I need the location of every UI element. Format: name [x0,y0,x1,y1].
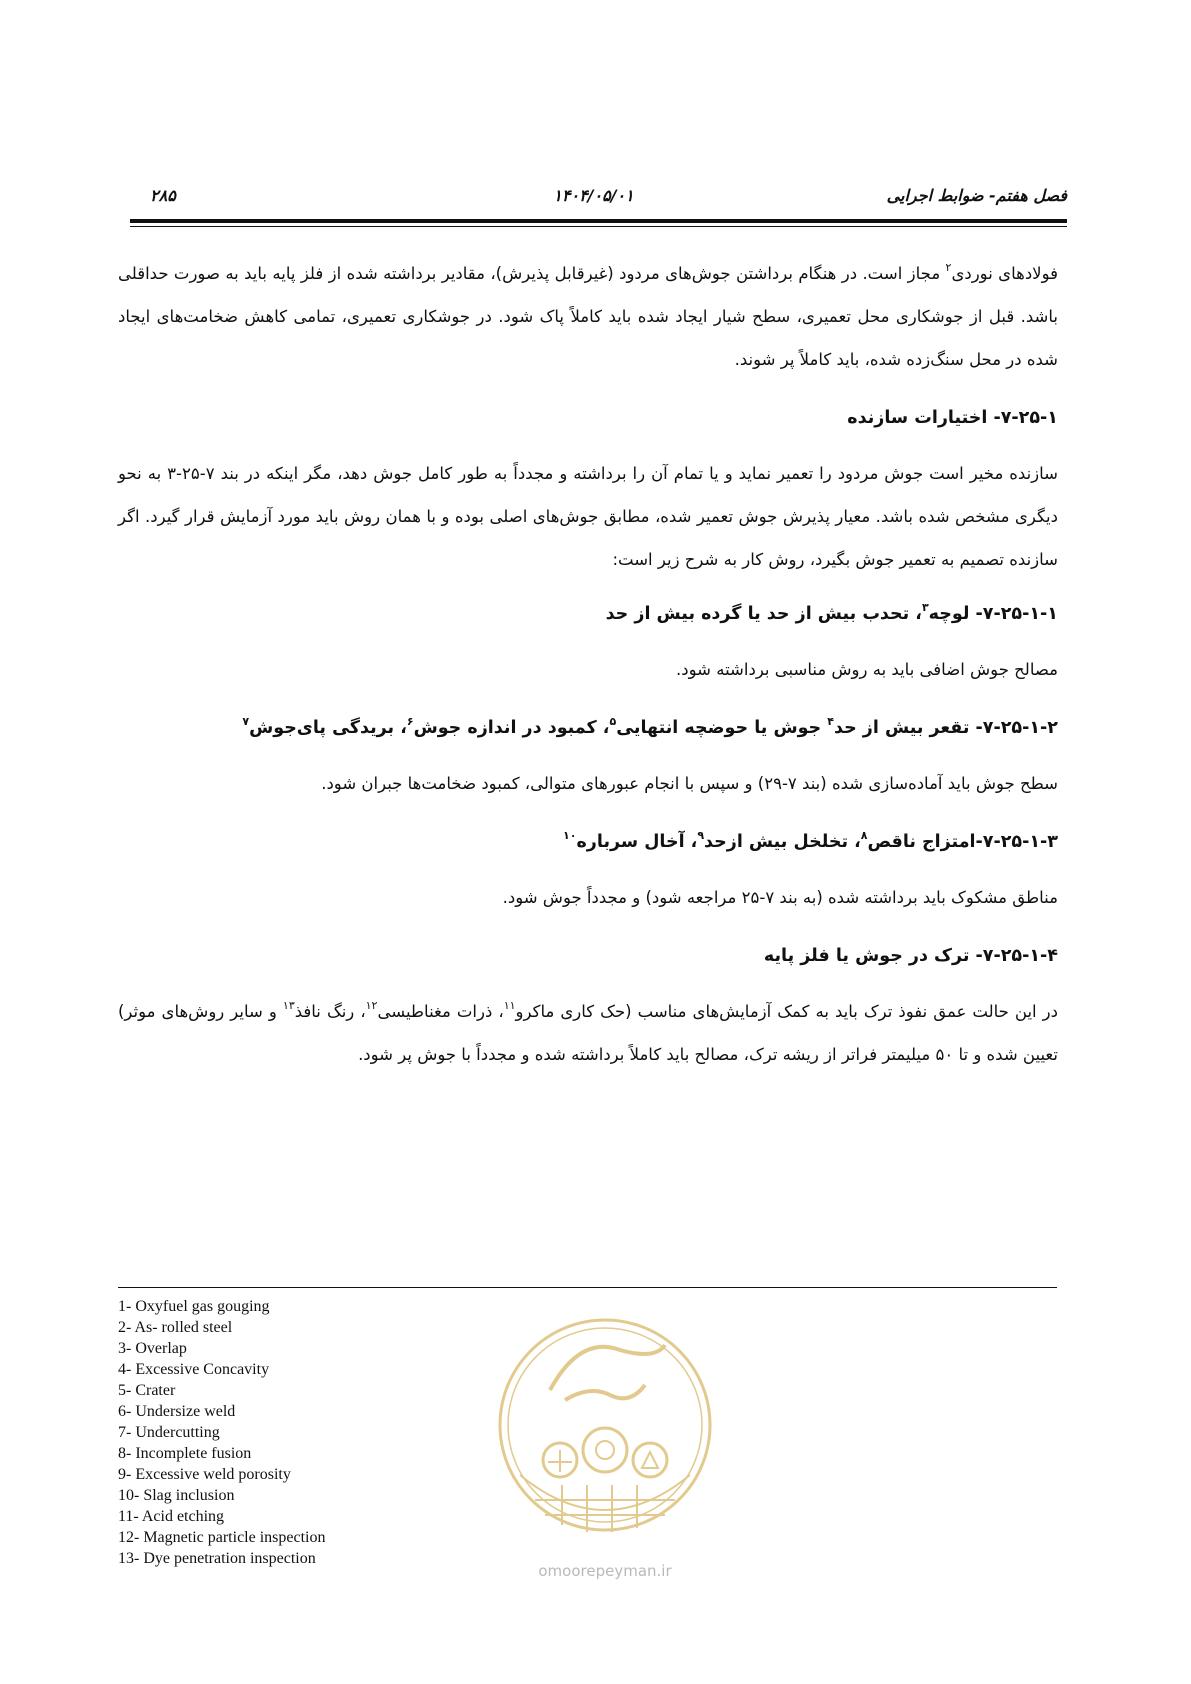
header-rule-thin [130,226,1067,227]
footnote-item: 6- Undersize weld [118,1403,236,1420]
paragraph-6: در این حالت عمق نفوذ ترک باید به کمک آزمایش‌های مناسب (حک کاری ماکرو$^{۱۱}$، ذرات مغناطیسی$^{۱۲}$، رنگ نافذ$^{۱۳}$ و سایر روش‌های موثر) تعیین شده و تا ۵۰ میلیمتر فراتر از ریشه ترک، مصالح باید کاملاً برداشته شده و مجدداً با جوش پر شود. [118,999,1058,1064]
heading-7-25-1: ۷-۲۵-۱- اختیارات سازنده [847,408,1058,428]
seal-icon [490,1300,720,1560]
footnote-item: 12- Magnetic particle inspection [118,1529,326,1546]
paragraph-5: مناطق مشکوک باید برداشته شده (به بند ۷-۲۵ مراجعه شود) و مجدداً جوش شود. [502,888,1058,907]
header-rule-thick [130,219,1067,223]
footnote-item: 9- Excessive weld porosity [118,1466,291,1483]
heading-7-25-1-1: ۷-۲۵-۱-۱- لوچه$^۳$، تحدب بیش از حد یا گرده بیش از حد [605,601,1058,624]
body-text [118,252,1058,1076]
heading-7-25-1-4: ۷-۲۵-۱-۴- ترک در جوش یا فلز پایه [763,946,1058,966]
footnote-item: 5- Crater [118,1382,176,1399]
footnote-item: 13- Dye penetration inspection [118,1550,316,1567]
watermark-site: omoorepeyman.ir [538,1562,672,1580]
footnote-item: 7- Undercutting [118,1424,220,1441]
page-header [120,186,1067,212]
paragraph-4: سطح جوش باید آماده‌سازی شده (بند ۷-۲۹) و سپس با انجام عبورهای متوالی، کمبود ضخامت‌ها جبران شود. [321,774,1058,793]
footnote-item: 8- Incomplete fusion [118,1445,252,1462]
paragraph-3: مصالح جوش اضافی باید به روش مناسبی برداشته شود. [676,660,1058,679]
chapter-title: فصل هفتم- ضوابط اجرایی [886,186,1067,205]
header-date: ۱۴۰۴/۰۵/۰۱ [553,186,634,205]
paragraph-2: سازنده مخیر است جوش مردود را تعمیر نماید و یا تمام آن را برداشته و مجدداً به طور کامل جوش دهد، مگر اینکه در بند ۷-۲۵-۳ به نحو دیگری مشخص شده باشد. معیار پذیرش جوش تعمیر شده، مطابق جوش‌های اصلی بوده و با همان روش باید مورد آزمایش قرار گیرد. اگر سازنده تصمیم به تعمیر جوش بگیرد، روش کار به شرح زیر است: [118,464,1058,569]
footnote-item: 1- Oxyfuel gas gouging [118,1298,270,1315]
footnote-item: 4- Excessive Concavity [118,1361,270,1378]
heading-7-25-1-3: ۷-۲۵-۱-۳-امتزاج ناقص$^۸$، تخلخل بیش ازحد$^۹$، آخال سرباره$^{۱۰}$ [563,829,1058,852]
page-number: ۲۸۵ [150,186,176,205]
paragraph-1: فولادهای نوردی$^۲$ مجاز است. در هنگام برداشتن جوش‌های مردود (غیرقابل پذیرش)، مقادیر برداشته شده از فلز پایه باید به صورت حداقلی باشد. قبل از جوشکاری محل تعمیری، سطح شیار ایجاد شده باید کاملاً پاک شود. در جوشکاری تعمیری، تمامی کاهش ضخامت‌های ایجاد شده در محل سنگ‌زده شده، باید کاملاً پر شوند. [118,261,1058,369]
footnote-separator [118,1287,1057,1288]
footnote-item: 2- As- rolled steel [118,1319,233,1336]
heading-7-25-1-2: ۷-۲۵-۱-۲- تقعر بیش از حد$^۴$ جوش یا حوضچه انتهایی$^۵$، کمبود در اندازه جوش$^۶$، بریدگی پای‌جوش$^۷$ [242,715,1058,738]
footnote-item: 10- Slag inclusion [118,1487,235,1504]
footnote-item: 3- Overlap [118,1340,187,1357]
watermark-logo [490,1300,720,1600]
footnote-item: 11- Acid etching [118,1508,225,1525]
footnotes-list [118,1296,538,1569]
